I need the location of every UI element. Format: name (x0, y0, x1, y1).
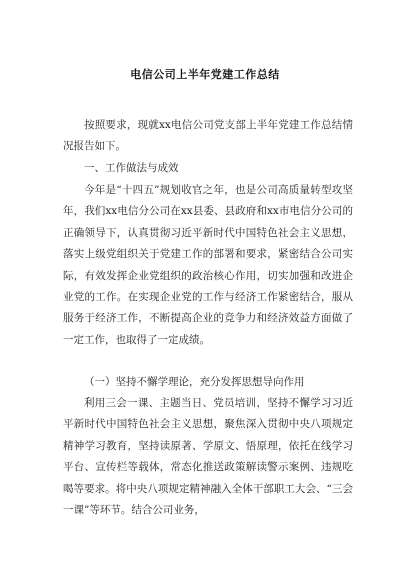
section-heading (63, 158, 353, 179)
subsection1-paragraph (63, 393, 353, 521)
intro-text: 按照要求，现就xx电信公司党支部上半年党建工作总结情况报告如下。 (63, 119, 353, 153)
subsection1-text: 利用三会一课、主题当日、党员培训，坚持不懈学习习近平新时代中国特色社会主义思想，聚焦深入贯彻中央八项规定精神学习教育，坚持读原著、学原文、悟原理，依托在线学习平台、宣传栏等载体，常态化推送政策解读警示案例、违规吃喝等要求。将中央八项规定精神融入全体干部职工大会、“三会一课”等环节。结合公司业务， (63, 397, 353, 517)
section1-heading: 一、工作做法与成效 (84, 162, 179, 174)
intro-paragraph (63, 115, 353, 158)
subsection1-heading: （一）坚持不懈学理论，充分发挥思想导向作用 (84, 376, 305, 388)
document-title: 电信公司上半年党建工作总结 (130, 68, 280, 81)
section1-paragraph (63, 180, 353, 351)
section1-text: 今年是“十四五”规划收官之年，也是公司高质量转型攻坚年，我们xx电信分公司在xx县委、县政府和xx市电信分公司的正确领导下，认真贯彻习近平新时代中国特色社会主义思想，落实上级党组织关于党建工作的部署和要求，紧密结合公司实际，有效发挥企业党组织的政治核心作用，切实加强和改进企业党的工作。在实现企业党的工作与经济工作紧密结合，服从服务于经济工作，不断提高企业的竞争力和经济效益方面做了一定工作，也取得了一定成绩。 (63, 184, 353, 346)
subsection-heading (63, 372, 353, 393)
